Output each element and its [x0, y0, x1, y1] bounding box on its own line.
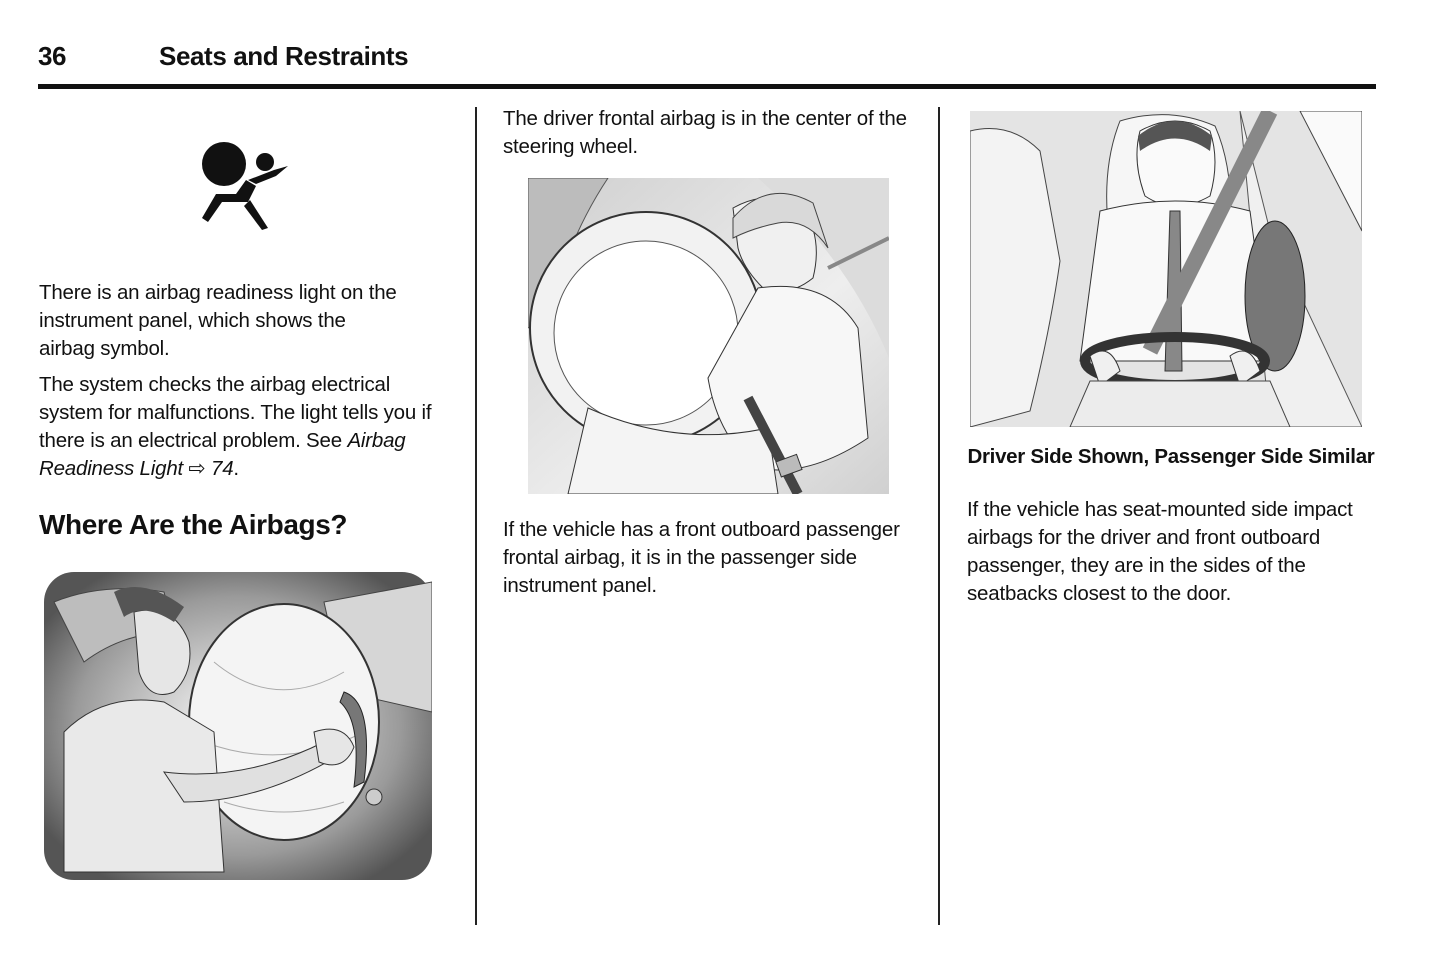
- system-check-paragraph: [39, 371, 459, 483]
- where-are-airbags-heading: Where Are the Airbags?: [39, 509, 348, 540]
- page-header: [38, 38, 1376, 89]
- column-divider-right: [938, 107, 940, 925]
- column-divider-left: [475, 107, 477, 925]
- page-number: 36: [38, 41, 66, 71]
- system-check-text: The system checks the airbag electrical system for malfunctions. The light tells you if there is an electrical problem. See: [39, 373, 432, 452]
- driver-airbag-illustration: [44, 572, 432, 880]
- airbag-readiness-light-link[interactable]: Airbag Readiness Light: [39, 429, 406, 480]
- arrow-reference-icon: ⇨: [183, 457, 206, 480]
- passenger-frontal-airbag-paragraph: If the vehicle has a front outboard passenger frontal airbag, it is in the passenger side instrument panel.: [503, 518, 900, 597]
- airbag-symbol-icon: [196, 136, 292, 232]
- figure-caption: Driver Side Shown, Passenger Side Similar: [967, 445, 1375, 468]
- section-title: Seats and Restraints: [159, 41, 409, 71]
- driver-frontal-airbag-paragraph: The driver frontal airbag is in the center of the steering wheel.: [503, 107, 907, 158]
- page-reference[interactable]: 74: [205, 457, 234, 480]
- passenger-airbag-illustration: [528, 178, 889, 494]
- sentence-end: .: [233, 457, 239, 480]
- airbag-readiness-paragraph: There is an airbag readiness light on the instrument panel, which shows the airbag symbol.: [39, 281, 397, 360]
- side-impact-airbag-paragraph: If the vehicle has seat-mounted side impact airbags for the driver and front outboard passenger, they are in the sides of the seatbacks closest to the door.: [967, 498, 1353, 605]
- side-impact-airbag-illustration: [970, 111, 1362, 427]
